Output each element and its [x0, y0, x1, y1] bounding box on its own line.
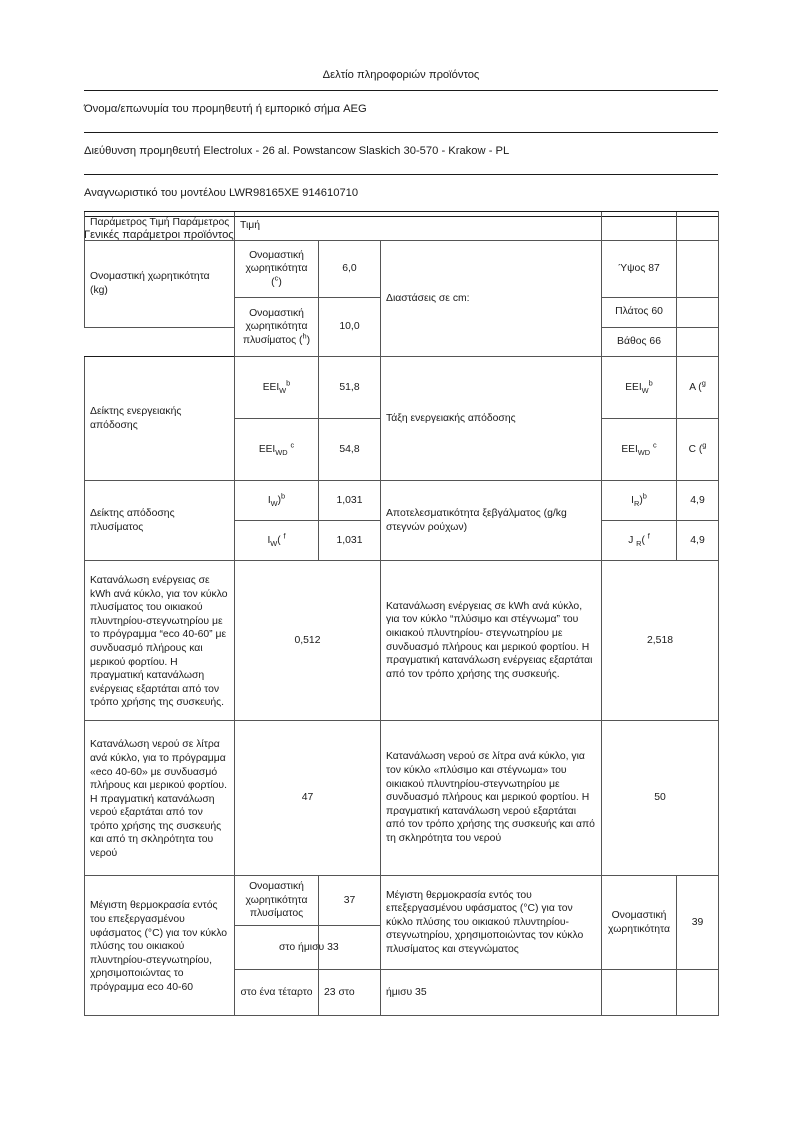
- water-consumption-right-value: 50: [602, 721, 719, 876]
- header-value-cell: [235, 212, 602, 241]
- energy-index-symbol-1: [235, 357, 319, 419]
- header-parameter-cell: [85, 212, 235, 241]
- wash-index-symbol-2: [235, 521, 319, 561]
- max-temp-right-overlap-text: ήμισυ 35: [386, 986, 427, 998]
- max-temperature-right-label: Μέγιστη θερμοκρασία εντός του επεξεργασμένου υφάσματος (°C) για τον κύκλο πλύσης του οικιακού πλυντηρίου-στεγνωτηρίου, χρησιμοποιώντας τον κύκλο πλυσίματος και στεγνώματος: [381, 876, 602, 970]
- capacity-label: Ονομαστική χωρητικότητα (kg): [85, 241, 235, 328]
- max-temp-sub3-value: [319, 970, 381, 1016]
- energy-index-label: Δείκτης ενεργειακής απόδοσης: [85, 357, 235, 481]
- i-r-symbol: $I_R)^b$: [631, 491, 647, 508]
- water-consumption-right-label: Κατανάλωση νερού σε λίτρα ανά κύκλο, για τον κύκλο «πλύσιμο και στέγνωμα» του οικιακού πλυντηρίου-στεγνωτηρίου με συνδυασμό πλήρους και μερικού φορτίου. Η πραγματική κατανάλωση νερού εξαρτάται από τον τρόπο χρήσης της συσκευής και από τη σκληρότητα του νερού: [381, 721, 602, 876]
- max-temp-sub3-label: στο ένα τέταρτο: [235, 970, 319, 1016]
- water-consumption-left-value: 47: [235, 721, 381, 876]
- eei-w-symbol-right: $EEI_W^b$: [625, 378, 653, 395]
- capacity-sub2-close: ): [306, 334, 311, 346]
- rinsing-symbol-2: [602, 521, 677, 561]
- rinsing-value-1: 4,9: [677, 481, 719, 521]
- capacity-sub1-value: 6,0: [319, 241, 381, 298]
- capacity-sub1-close: ): [278, 276, 282, 288]
- capacity-sub2-superscript: h: [302, 331, 307, 341]
- page-title: Δελτίο πληροφοριών προϊόντος: [84, 68, 718, 91]
- max-temp-sub3-value-text: 23 στο: [324, 986, 355, 998]
- dimension-width-spacer: [677, 298, 719, 328]
- i-w-symbol: $I_W)^b$: [267, 491, 286, 508]
- rinsing-value-2: 4,9: [677, 521, 719, 561]
- capacity-sub2-value: 10,0: [319, 298, 381, 357]
- dimension-depth-spacer: [677, 327, 719, 357]
- table-header-row: [85, 212, 719, 241]
- capacity-sub1-text: Ονομαστική χωρητικότητα (: [245, 249, 308, 288]
- dimensions-label: Διαστάσεις σε cm:: [381, 241, 602, 357]
- dimension-width: Πλάτος 60: [602, 298, 677, 328]
- max-temp-right-value: 39: [677, 876, 719, 970]
- supplier-name-row: Όνομα/επωνυμία του προμηθευτή ή εμπορικό σήμα AEG: [84, 91, 718, 133]
- max-temp-sub2-value-cell: [319, 926, 381, 970]
- eei-wd-symbol: $EEI_{WD}$ $^c$: [258, 440, 295, 457]
- max-temperature-left-label: Μέγιστη θερμοκρασία εντός του επεξεργασμένου υφάσματος (°C) για τον κύκλο πλύσης του οικιακού πλυντηρίου-στεγνωτηρίου, χρησιμοποιώντας το πρόγραμμα eco 40-60: [85, 876, 235, 1016]
- general-parameters-row: Γενικές παράμετροι προϊόντος: [84, 229, 234, 241]
- energy-consumption-right-label: Κατανάλωση ενέργειας σε kWh ανά κύκλο, για τον κύκλο “πλύσιμο και στέγνωμα” του οικιακού πλυντηρίου- στεγνωτηρίου με συνδυασμό πλήρους και μερικού φορτίου. Η πραγματική κατανάλωση ενέργειας εξαρτάται από τον τρόπο χρήσης της συσκευής.: [381, 561, 602, 721]
- header-spacer-cell-2: [677, 212, 719, 241]
- table-row-max-temperature-1: [85, 876, 719, 926]
- max-temp-sub1-label: Ονομαστική χωρητικότητα πλυσίματος: [235, 876, 319, 926]
- energy-class-symbol-1: [602, 357, 677, 419]
- energy-index-value-1: 51,8: [319, 357, 381, 419]
- product-parameters-table: [84, 211, 719, 1016]
- wash-index-value-1: 1,031: [319, 481, 381, 521]
- energy-index-value-2: 54,8: [319, 419, 381, 481]
- capacity-label-continued: [85, 327, 235, 357]
- max-temp-bottom-spacer-1: [602, 970, 677, 1016]
- energy-class-symbol-2: [602, 419, 677, 481]
- table-row-capacity-1: [85, 241, 719, 298]
- capacity-sub2-text: Ονομαστική χωρητικότητα πλυσίματος (: [242, 307, 308, 346]
- max-temp-right-overlap-cell: [381, 970, 602, 1016]
- eei-wd-symbol-right: $EEI_{WD}$ $^c$: [621, 440, 657, 457]
- table-row-wash-index-1: [85, 481, 719, 521]
- dimension-height-spacer: [677, 241, 719, 298]
- i-w-f-symbol: $I_W$( $^f$: [267, 531, 286, 548]
- rinsing-symbol-1: [602, 481, 677, 521]
- header-value-label: Τιμή: [240, 220, 261, 232]
- wash-index-symbol-1: [235, 481, 319, 521]
- table-row-water-consumption: [85, 721, 719, 876]
- capacity-sub2-label: [235, 298, 319, 357]
- capacity-sub1-superscript: c: [274, 273, 279, 283]
- energy-index-symbol-2: [235, 419, 319, 481]
- water-consumption-left-label: Κατανάλωση νερού σε λίτρα ανά κύκλο, για το πρόγραμμα «eco 40-60» με συνδυασμό πλήρους και μερικού φορτίου. Η πραγματική κατανάλωση νερού εξαρτάται από τον τρόπο χρήσης της συσκευής και από τη σκληρότητα του νερού: [85, 721, 235, 876]
- header-spacer-cell-1: [602, 212, 677, 241]
- energy-consumption-left-value: 0,512: [235, 561, 381, 721]
- model-identifier-row: Αναγνωριστικό του μοντέλου LWR98165XE 914610710: [84, 175, 718, 217]
- table-row-energy-consumption: [85, 561, 719, 721]
- wash-index-value-2: 1,031: [319, 521, 381, 561]
- energy-class-value-1: A ($^g$: [677, 357, 719, 419]
- eei-w-symbol: $EEI_W^b$: [262, 378, 291, 395]
- max-temp-sub1-value: 37: [319, 876, 381, 926]
- supplier-address-row: Διεύθυνση προμηθευτή Electrolux - 26 al. Powstancow Slaskich 30-570 - Krakow - PL: [84, 133, 718, 175]
- energy-consumption-left-label: Κατανάλωση ενέργειας σε kWh ανά κύκλο, για τον κύκλο πλυσίματος του οικιακού πλυντηρίου-στεγνωτηρίου με το πρόγραμμα “eco 40-60” με συνδυασμό πλήρους και μερικού φορτίου. Η πραγματική κατανάλωση ενέργειας εξαρτάται από τον τρόπο χρήσης της συσκευής.: [85, 561, 235, 721]
- j-r-symbol: J $_R$( $^f$: [628, 531, 650, 548]
- energy-consumption-right-value: 2,518: [602, 561, 719, 721]
- dimension-depth: Βάθος 66: [602, 327, 677, 357]
- max-temp-sub2-cell: [235, 926, 339, 970]
- energy-class-label: Τάξη ενεργειακής απόδοσης: [381, 357, 602, 481]
- rinsing-effectiveness-label: Αποτελεσματικότητα ξεβγάλματος (g/kg στεγνών ρούχων): [381, 481, 602, 561]
- max-temp-right-sub-label: Ονομαστική χωρητικότητα: [602, 876, 677, 970]
- capacity-sub1-label: [235, 241, 319, 298]
- dimension-height: Ύψος 87: [602, 241, 677, 298]
- max-temp-sub2-label: στο ήμισυ 33: [279, 941, 339, 953]
- energy-class-value-2: C ($^g$: [677, 419, 719, 481]
- max-temp-bottom-spacer-2: [677, 970, 719, 1016]
- wash-index-label: Δείκτης απόδοσης πλυσίματος: [85, 481, 235, 561]
- header-parameter-overflow-text: Παράμετρος Τιμή Παράμετρος: [90, 217, 230, 228]
- table-row-energy-index-1: [85, 357, 719, 419]
